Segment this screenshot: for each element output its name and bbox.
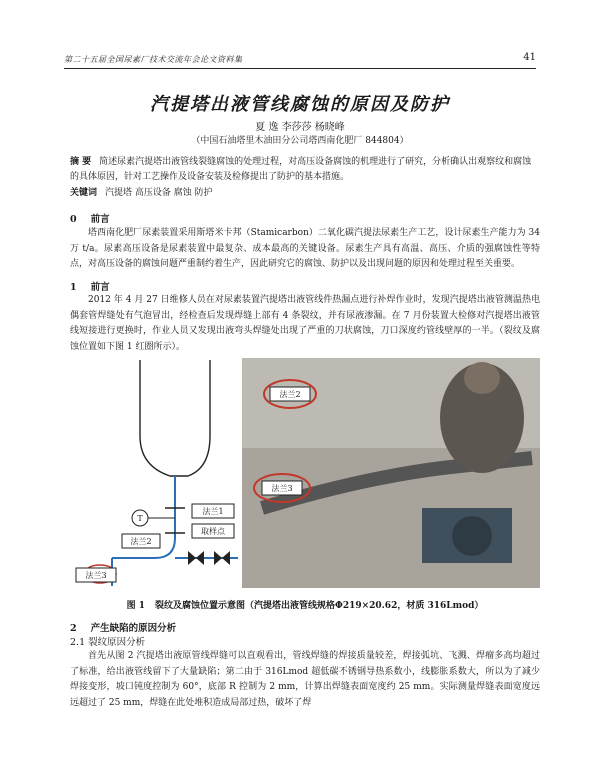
section-number: 2 (70, 623, 77, 634)
paragraph-intro: 塔西南化肥厂尿素装置采用斯塔米卡邦（Stamicarbon）二氧化碳汽提法尿素生产工艺，设计尿素生产能力为 34 万 t/a。尿素高压设备是尿素装置中最复杂、成本最高的关键设备。尿素生产具有高温、高压、介质的强腐蚀性等特点，对高压设备的腐蚀问题严重制约着生产，因此研究它的腐蚀、防护以及出现问题的原因和处理过程至关重要。 (70, 228, 540, 269)
header-journal-title: 第二十五届全国尿素厂技术交流年会论文资料集 (64, 55, 243, 64)
keywords-list: 汽提塔 高压设备 腐蚀 防护 (105, 188, 213, 198)
photo-flange-3-label: 法兰3 (271, 484, 293, 493)
photo-worker-head (464, 362, 500, 394)
paper-authors: 夏 逸 李莎莎 杨晓峰 (255, 122, 345, 133)
figure-caption (70, 598, 540, 611)
paragraph-section-2-1: 首先从图 2 汽提塔出液原管线焊缝可以直观看出，管线焊缝的焊接质量较差，焊接弧坑、飞溅、焊瘤多高均超过了标准，给出液管线留下了大量缺陷；第二由于 316Lmod 超低碳不锈钢导热系数小，线膨胀系数大，所以为了减少焊接变形，坡口钝度控制为 60°，底部 R 控制为 2 mm，计算出焊缝表面宽度约 25 mm。实际测量焊缝表面宽度远远超过了 25 mm，焊缝在此处堆积造成局部过热，破坏了焊 (70, 651, 540, 708)
flange-2-label: 法兰2 (130, 537, 152, 546)
page-number: 41 (523, 52, 536, 63)
running-header (64, 50, 536, 69)
section-heading-0 (70, 211, 540, 225)
abstract-label: 摘 要 (70, 157, 92, 167)
figure-number: 图 1 (126, 601, 145, 611)
section-number: 1 (70, 282, 77, 293)
valve-2-icon-b (222, 551, 230, 565)
photo-valve-wheel (452, 516, 492, 556)
paper-title: 汽提塔出液管线腐蚀的原因及防护 (150, 94, 450, 115)
valve-2-icon (214, 551, 222, 565)
figure-1 (70, 358, 540, 588)
section-title: 产生缺陷的原因分析 (90, 623, 177, 634)
site-photo-drawing (242, 358, 540, 588)
sample-point-label: 取样点 (201, 527, 225, 536)
subsection-heading-2-1: 2.1 裂纹原因分析 (70, 637, 146, 648)
section-number: 0 (70, 214, 77, 225)
section-heading-1 (70, 279, 540, 293)
flange-1-label: 法兰1 (202, 507, 224, 516)
valve-1-icon-b (196, 551, 204, 565)
section-title: 前言 (90, 214, 110, 225)
valve-1-icon (188, 551, 196, 565)
keywords-label: 关键词 (70, 188, 98, 198)
keywords (70, 185, 540, 198)
figure-caption-text: 裂纹及腐蚀位置示意图（汽提塔出液管线规格Φ219×20.62，材质 316Lmod） (154, 601, 484, 611)
site-photo (242, 358, 540, 588)
abstract-text: 简述尿素汽提塔出液管线裂缝腐蚀的处理过程，对高压设备腐蚀的机理进行了研究，分析确认出观察纹和腐蚀的具体原因，针对工艺操作及设备安装及检修提出了防护的基本措施。 (70, 157, 532, 182)
paragraph-section-1: 2012 年 4 月 27 日维修人员在对尿素装置汽提塔出液管线件热漏点进行补焊作业时，发现汽提塔出液管测温热电偶套管焊缝处有气泡冒出，经检查后发现焊缝上部有 4 条裂纹，并有尿液渗漏。在 7 月份装置大检修对汽提塔出液管线短接进行更换时，作业人员又发现出液弯头焊缝处出现了严重的刀状腐蚀，刀口深度约管线壁厚的一半。（裂纹及腐蚀位置如下图 1 红圈所示）。 (70, 295, 540, 352)
thermometer-label: T (137, 514, 143, 523)
flange-3-label: 法兰3 (85, 571, 107, 580)
paper-affiliation: （中国石油塔里木油田分公司塔西南化肥厂 844804） (191, 136, 409, 146)
stripper-vessel-outline (140, 360, 210, 476)
photo-flange-2-label: 法兰2 (279, 390, 301, 399)
abstract (70, 155, 540, 185)
pipeline-schematic (70, 358, 242, 588)
section-title: 前言 (90, 282, 110, 293)
section-heading-2 (70, 620, 540, 634)
